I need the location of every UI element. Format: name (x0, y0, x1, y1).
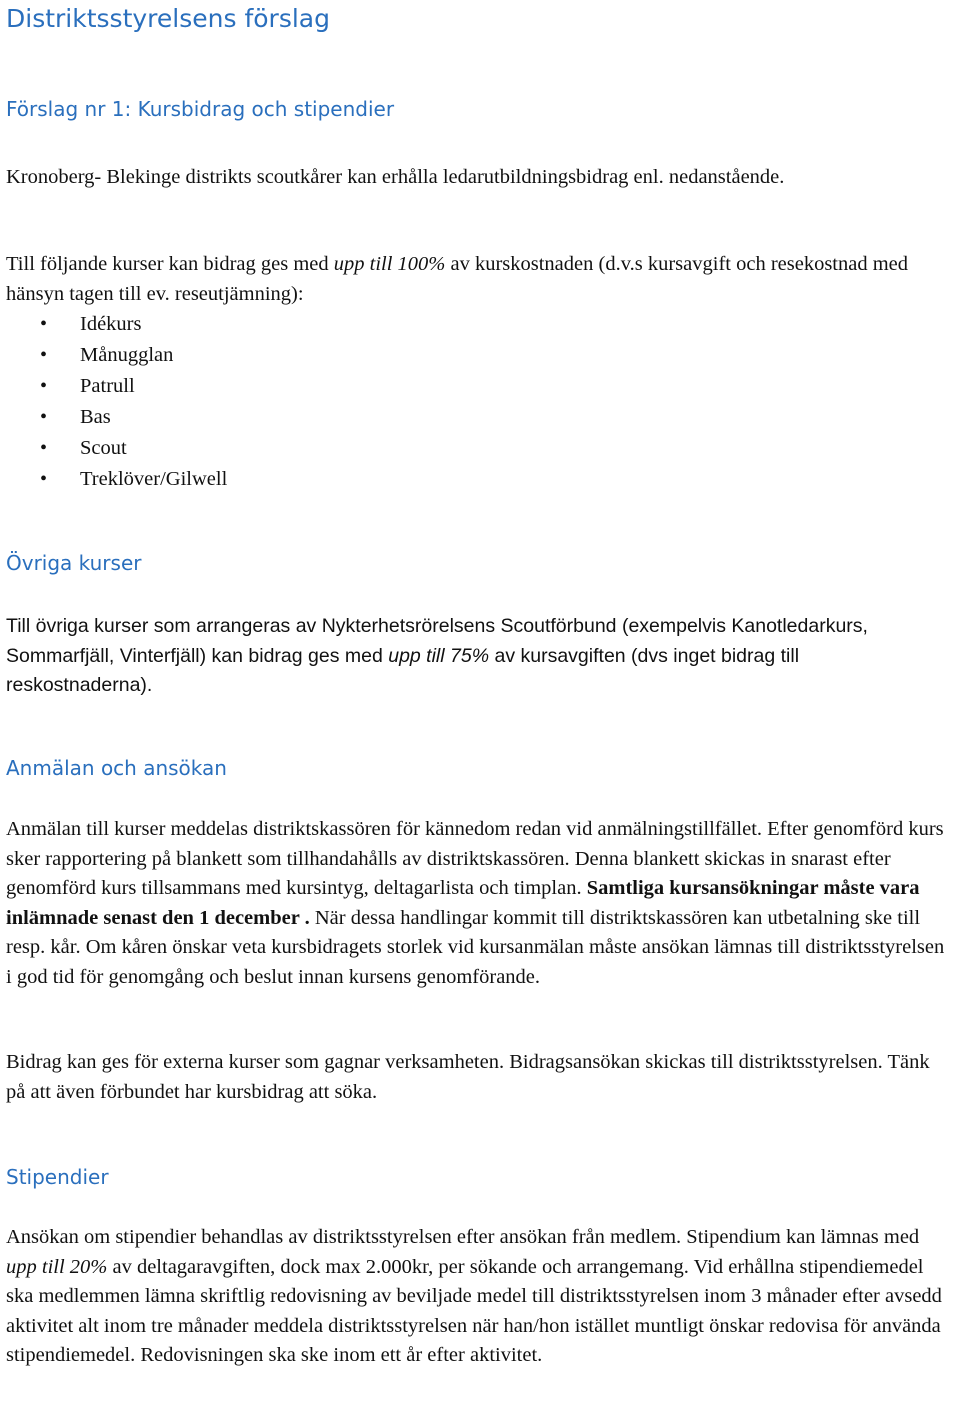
list-item (0, 371, 227, 402)
list-item (0, 402, 227, 433)
list-item-label: Patrull (80, 375, 135, 397)
other-courses-paragraph (6, 612, 950, 701)
scholarships-text-1: Ansökan om stipendier behandlas av distriktsstyrelsen efter ansökan från medlem. Stipendium kan lämnas med (6, 1226, 920, 1248)
courses-intro-text-1: Till följande kurser kan bidrag ges med (6, 253, 334, 275)
bullet-icon: • (40, 344, 48, 366)
other-courses-emphasis: upp till 75% (388, 644, 490, 667)
list-item (0, 433, 227, 464)
list-item-label: Månugglan (80, 344, 174, 366)
bullet-icon: • (40, 468, 48, 490)
bullet-icon: • (40, 313, 48, 335)
document-title: Distriktsstyrelsens förslag (6, 4, 330, 33)
list-item-label: Treklöver/Gilwell (80, 468, 228, 490)
application-text-2: När dessa handlingar kommit till distriktskassören kan utbetalning ske till resp. kår. Om kåren önskar veta kursbidragets storlek vid kursanmälan måste ansökan lämnas till distriktsstyrelsen i god tid för genomgång och beslut innan kursens genomförande. (6, 906, 945, 988)
list-item (0, 309, 227, 340)
courses-intro-emphasis: upp till 100% (333, 253, 446, 275)
scholarships-text-2: av deltagaravgiften, dock max 2.000kr, per sökande och arrangemang. Vid erhållna stipendiemedel ska medlemmen lämna skriftlig redovisning av beviljade medel till distriktsstyrelsen inom 3 månader efter avsedd aktivitet alt inom tre månader meddela distriktsstyrelsen när han/hon istället muntligt önskar redovisa för använda stipendiemedel. Redovisningen ska ske inom ett år efter aktivitet. (6, 1255, 942, 1366)
list-item-label: Idékurs (80, 313, 142, 335)
other-courses-text-2: av kursavgiften (dvs inget bidrag till reskostnaderna). (6, 644, 800, 696)
list-item-label: Scout (80, 437, 127, 459)
application-paragraph (6, 815, 950, 992)
scholarships-emphasis: upp till 20% (6, 1255, 108, 1278)
bullet-icon: • (40, 406, 48, 428)
external-courses-paragraph: Bidrag kan ges för externa kurser som gagnar verksamheten. Bidragsansökan skickas till distriktsstyrelsen. Tänk på att även förbundet har kursbidrag att söka. (6, 1051, 930, 1103)
bullet-icon: • (40, 437, 48, 459)
list-item (0, 464, 227, 495)
section-heading-other-courses: Övriga kurser (6, 551, 142, 575)
section-heading-scholarships: Stipendier (6, 1165, 109, 1189)
application-text-1: Anmälan till kurser meddelas distriktskassören för kännedom redan vid anmälningstillfället. Efter genomförd kurs sker rapportering på blankett som tillhandahålls av distriktskassören. Denna blankett skickas in snarast efter genomförd kurs tillsammans med kursintyg, deltagarlista och timplan. (6, 818, 944, 899)
section-heading-proposal: Förslag nr 1: Kursbidrag och stipendier (6, 97, 395, 121)
deadline-bold-text: Samtliga kursansökningar måste vara inlämnade senast den 1 december . (6, 877, 920, 929)
section-heading-application: Anmälan och ansökan (6, 756, 227, 780)
list-item-label: Bas (80, 406, 111, 428)
scholarships-paragraph (6, 1223, 950, 1371)
intro-paragraph: Kronoberg- Blekinge distrikts scoutkårer kan erhålla ledarutbildningsbidrag enl. nedanstående. (6, 166, 785, 188)
list-item (0, 340, 227, 371)
courses-intro-text-2: av kurskostnaden (d.v.s kursavgift och resekostnad med hänsyn tagen till ev. reseutjämning): (6, 253, 909, 305)
other-courses-text-1: Till övriga kurser som arrangeras av Nykterhetsrörelsens Scoutförbund (exempelvis Kanotledarkurs, Sommarfjäll, Vinterfjäll) kan bidrag ges med (6, 615, 868, 667)
course-list (0, 309, 227, 495)
bullet-icon: • (40, 375, 48, 397)
courses-intro-paragraph (6, 250, 950, 309)
